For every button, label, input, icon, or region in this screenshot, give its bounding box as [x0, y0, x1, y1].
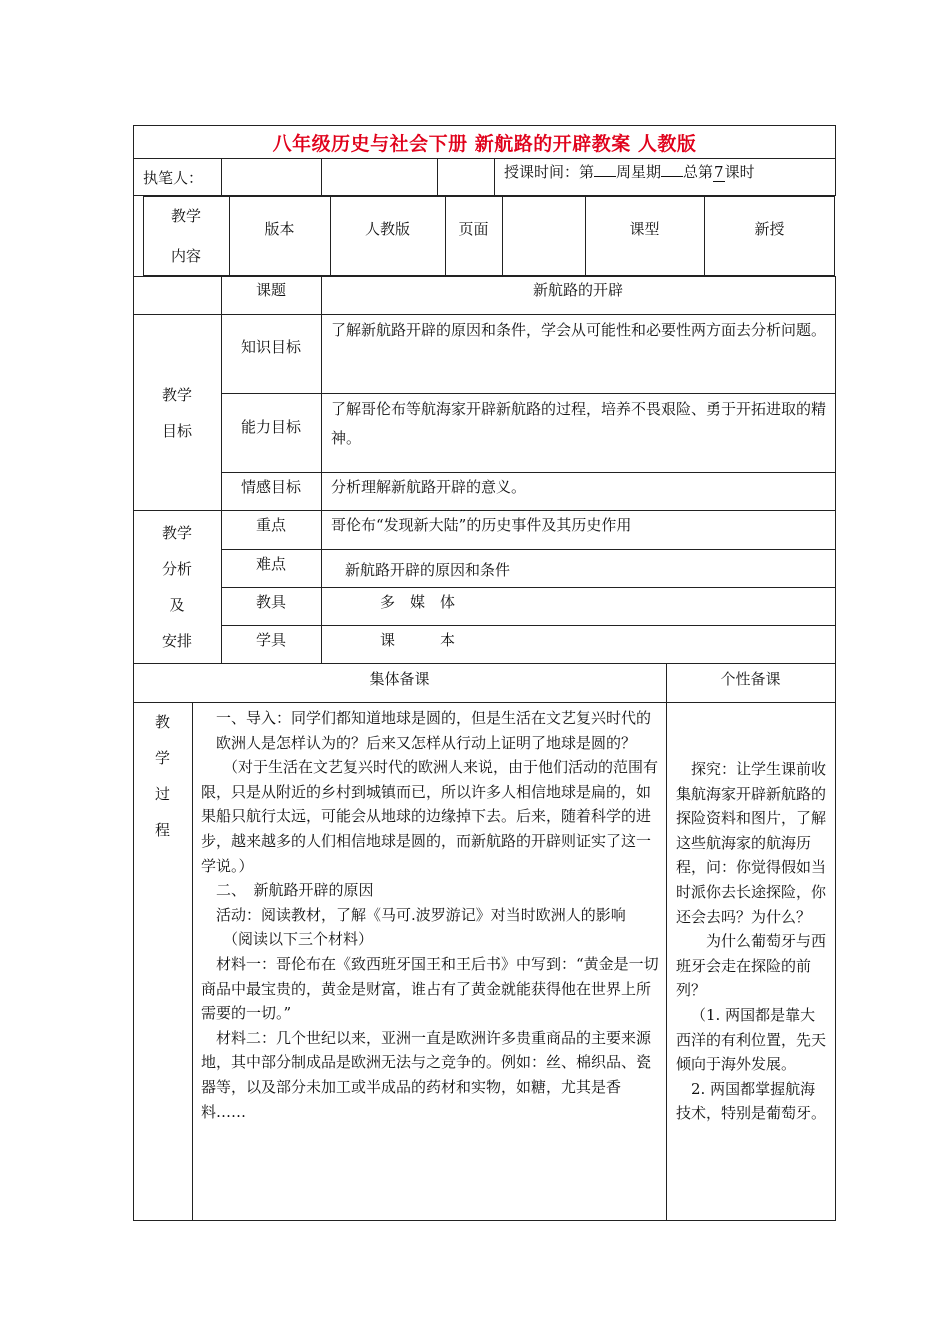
objectives-label-line: 教学 [161, 385, 192, 404]
key-point-label: 重点 [255, 516, 286, 534]
topic-label: 课题 [255, 280, 286, 299]
author-label: 执笔人： [143, 169, 204, 187]
question-paragraph: 欧洲人是怎样认为的？后来又怎样从行动上证明了地球是圆的？ [216, 733, 637, 752]
activity-paragraph: 活动：阅读教材，了解《马可.波罗游记》对当时欧洲人的影响 [216, 905, 626, 924]
section-heading: 二、 新航路开辟的原因 [216, 881, 374, 900]
reading-note: （阅读以下三个材料） [223, 930, 374, 949]
document-title: 八年级历史与社会下册 新航路的开辟教案 人教版 [272, 132, 697, 155]
question-paragraph: 为什么葡萄牙与西班牙会走在探险的前列？ [676, 932, 827, 1000]
content-label [143, 196, 229, 276]
emotion-text: 分析理解新航路开辟的意义。 [331, 478, 527, 496]
type-label: 课型 [629, 220, 660, 238]
difficulty-label: 难点 [255, 555, 286, 573]
divider [502, 196, 503, 276]
reason-one: （1. 两国都是靠大西洋的有利位置，先天倾向于海外发展。 [676, 1005, 827, 1074]
learning-aids-text: 课 本 [380, 631, 456, 649]
exploration-paragraph: 探究：让学生课前收集航海家开辟新航路的探险资料和图片，了解这些航海家的航海历程，问：你觉得假如当时派你去长途探险，你还会去吗？为什么？ [676, 760, 827, 926]
collective-prep-content [201, 706, 659, 1124]
material-one: 材料一：哥伦布在《致西班牙国王和王后书》中写到：“黄金是一切商品中最宝贵的，黄金是财富，谁占有了黄金就能获得他在世界上所需要的一切。” [201, 954, 659, 1023]
title-cell [133, 125, 836, 159]
divider [192, 702, 193, 1221]
ability-label: 能力目标 [240, 418, 301, 436]
schedule-total: 总第 [683, 163, 714, 181]
schedule-prefix: 授课时间：第 [504, 163, 595, 181]
reason-two: 2. 两国都掌握航海技术，特别是葡萄牙。 [676, 1079, 827, 1123]
schedule-week: 周星期 [616, 163, 662, 181]
collective-prep-header: 集体备课 [369, 670, 430, 688]
schedule-text [504, 160, 755, 184]
analysis-label-line: 教学 [161, 523, 192, 542]
objectives-label-line: 目标 [161, 421, 192, 440]
page-label: 页面 [458, 220, 489, 238]
key-point-text: 哥伦布“发现新大陆”的历史事件及其历史作用 [331, 516, 632, 534]
analysis-label-line: 及 [169, 595, 185, 614]
content-label-line: 教学 [170, 207, 201, 225]
topic-value: 新航路的开辟 [532, 280, 623, 299]
knowledge-label: 知识目标 [240, 338, 301, 356]
edition-label: 版本 [264, 220, 295, 238]
ability-text-cell [331, 395, 829, 453]
schedule-suffix: 课时 [724, 163, 755, 181]
table-bottom-border [133, 1220, 836, 1221]
analysis-label-line: 安排 [161, 631, 192, 650]
divider [221, 158, 222, 196]
divider [321, 276, 322, 664]
ability-text: 了解哥伦布等航海家开辟新航路的过程，培养不畏艰险、勇于开拓进取的精神。 [331, 400, 827, 447]
explanation-paragraph: （对于生活在文艺复兴时代的欧洲人来说，由于他们活动的范围有限，只是从附近的乡村到城镇而已，所以许多人相信地球是扁的，如果船只航行太远，可能会从地球的边缘掉下去。后来，随着科学的进步，越来越多的人们相信地球是圆的，而新航路的开辟则证实了这一学说。） [201, 758, 659, 875]
blank-line [594, 160, 616, 177]
learning-aids-label: 学具 [255, 631, 286, 649]
objectives-label [133, 314, 221, 511]
analysis-label-line: 分析 [161, 559, 192, 578]
individual-prep-content [676, 757, 828, 1126]
intro-paragraph: 一、导入：同学们都知道地球是圆的，但是生活在文艺复兴时代的 [216, 709, 652, 727]
divider [494, 158, 495, 196]
teaching-aids-label: 教具 [255, 593, 286, 611]
process-label-char: 学 [154, 749, 170, 767]
lesson-number: 7 [714, 163, 724, 181]
knowledge-text-cell [331, 316, 829, 345]
type-value: 新授 [754, 220, 785, 238]
edition-value: 人教版 [364, 220, 410, 238]
blank-line [661, 160, 683, 177]
divider [437, 158, 438, 196]
process-label-char: 过 [154, 785, 170, 803]
process-label [133, 704, 192, 848]
process-label-char: 教 [154, 713, 170, 731]
divider [666, 663, 667, 1221]
analysis-label [133, 510, 221, 663]
individual-prep-header: 个性备课 [720, 670, 781, 688]
divider [133, 702, 836, 703]
teaching-aids-text: 多 媒 体 [380, 593, 456, 611]
outer-right-border [835, 276, 836, 1221]
process-label-char: 程 [154, 821, 170, 839]
divider [321, 158, 322, 196]
knowledge-text: 了解新航路开辟的原因和条件，学会从可能性和必要性两方面去分析问题。 [331, 321, 827, 339]
emotion-label: 情感目标 [240, 478, 301, 496]
content-label-line: 内容 [170, 247, 201, 265]
difficulty-text: 新航路开辟的原因和条件 [345, 561, 511, 579]
material-two: 材料二：几个世纪以来，亚洲一直是欧洲许多贵重商品的主要来源地，其中部分制成品是欧洲无法与之竞争的。例如：丝、棉织品、瓷器等，以及部分未加工或半成品的药材和实物，如糖，尤其是香料…… [201, 1028, 652, 1121]
